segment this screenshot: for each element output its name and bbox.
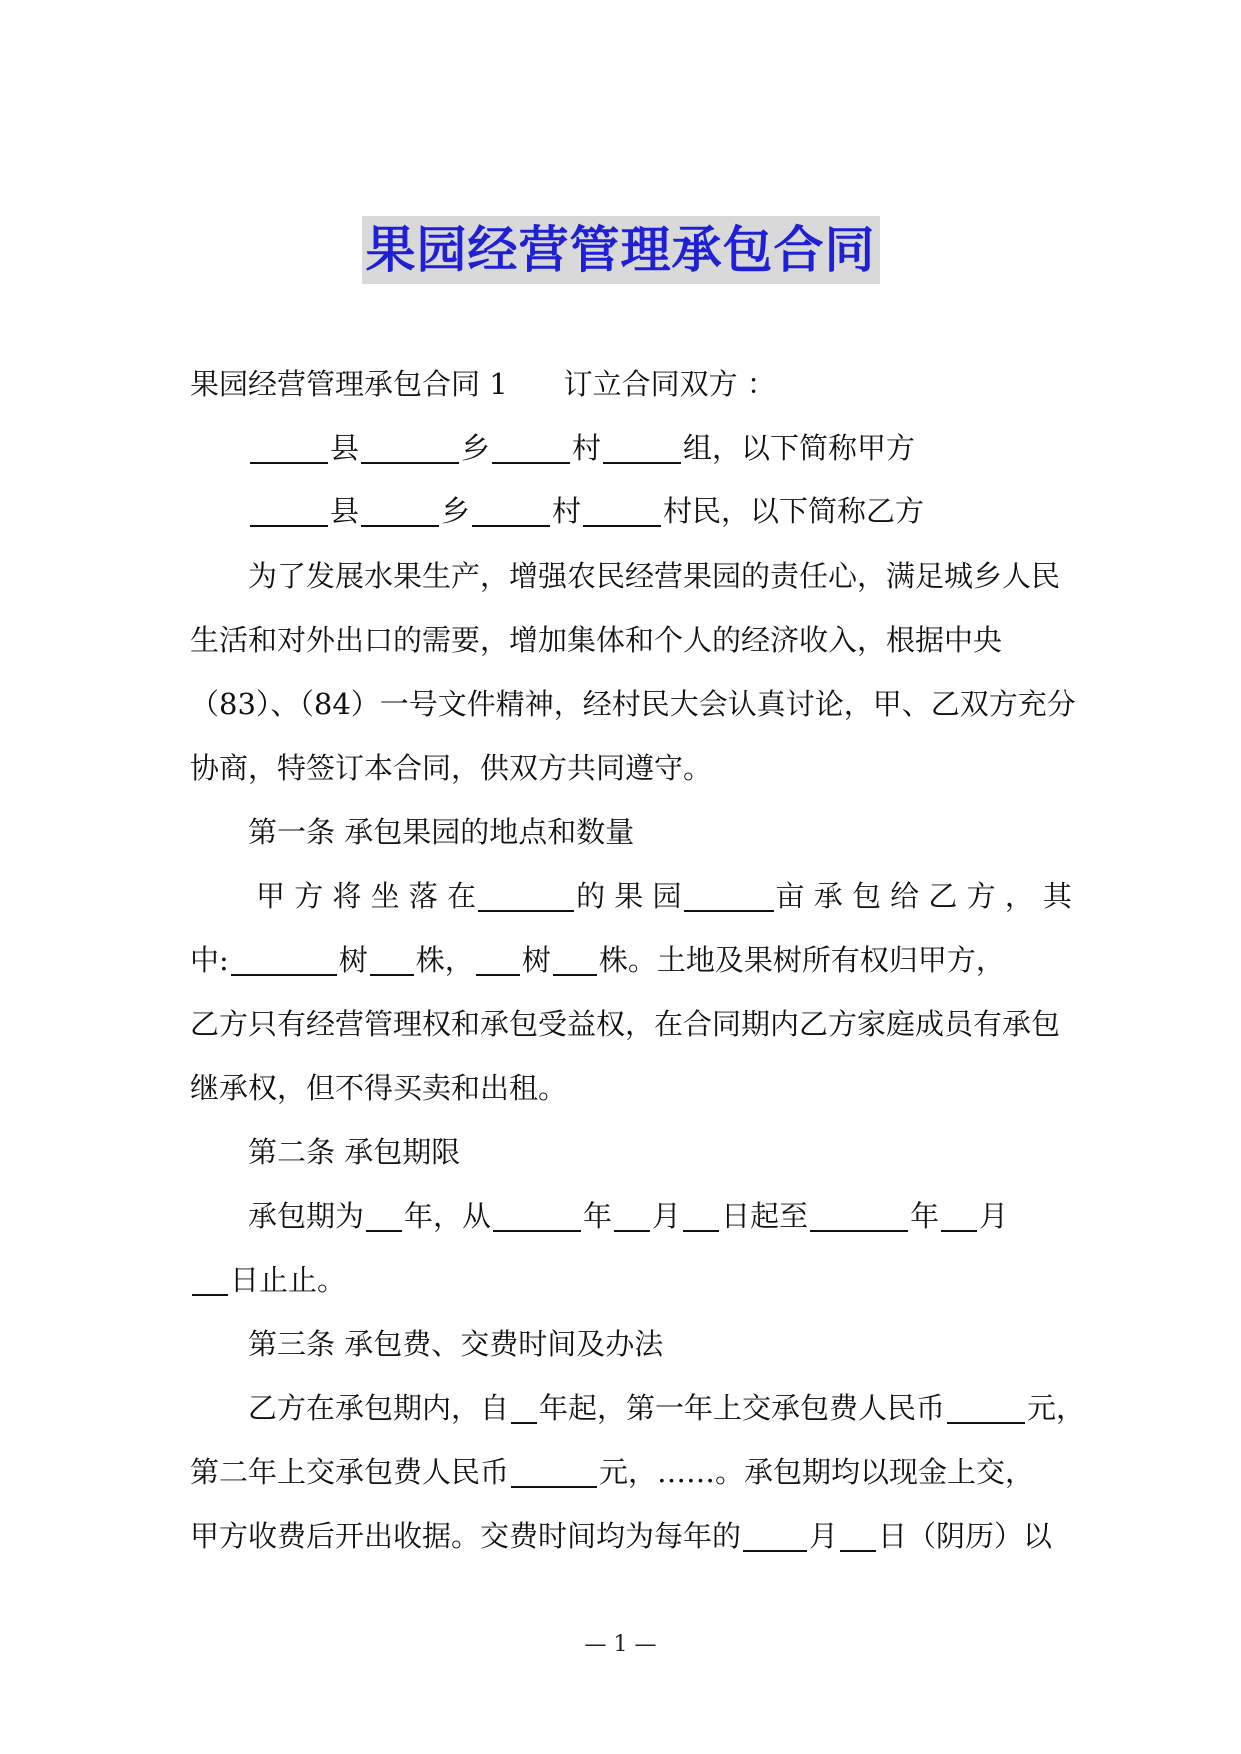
contract-heading-text: 果园经营管理承包合同 1 [190,367,508,401]
blank-field [366,1200,402,1232]
blank-field [941,1200,977,1232]
text-segment: 中: [190,943,229,977]
text-segment: 年，从 [404,1199,492,1233]
paragraph-line: 生活和对外出口的需要，增加集体和个人的经济收入，根据中央 [190,623,1003,657]
blank-field [361,432,459,464]
title-wrap [0,216,1241,284]
blank-field [493,1200,581,1232]
text-segment: 月 [979,1199,1009,1233]
text-segment: 日止止。 [230,1263,347,1297]
article-3-line [190,1388,1114,1428]
text-segment: 日起至 [721,1199,809,1233]
article-2-line [190,1196,1114,1236]
article-1-line [190,940,1056,980]
blank-field [810,1200,908,1232]
text-segment: 年 [583,1199,613,1233]
blank-field [250,432,328,464]
text-segment: 村 [552,494,582,528]
party-a-line [190,428,1114,468]
paragraph-line: 继承权，但不得买卖和出租。 [190,1071,568,1105]
blank-field [511,1392,537,1424]
blank-field [947,1392,1025,1424]
page-title: 果园经营管理承包合同 [362,216,880,284]
blank-field [478,880,574,912]
text-segment: 亩 承 包 给 乙 方 ， 其 [775,879,1073,913]
text-segment: 日（阴历）以 [878,1519,1053,1553]
paragraph-line: （83）、（84）一号文件精神，经村民大会认真讨论，甲、乙双方充分 [190,687,1076,721]
text-segment: 树 [521,943,551,977]
blank-field [231,944,337,976]
paragraph-line: 为了发展水果生产，增强农民经营果园的责任心，满足城乡人民 [248,559,1061,593]
text-segment: 县 [330,494,360,528]
blank-field [472,495,550,527]
blank-field [192,1264,228,1296]
page-number: — 1 — [584,1632,657,1657]
text-segment: 组，以下简称甲方 [683,431,916,465]
blank-field [553,944,597,976]
blank-field [370,944,414,976]
text-segment: 元， [1027,1391,1086,1425]
article-3-line [190,1516,1056,1556]
text-segment: 乡 [461,431,491,465]
text-segment: 月 [809,1519,839,1553]
blank-field [583,495,661,527]
text-segment: 株， [415,943,474,977]
blank-field [492,432,570,464]
text-segment: 乡 [441,494,471,528]
article-1-heading: 第一条 承包果园的地点和数量 [248,815,635,849]
blank-field [250,495,328,527]
text-segment: 株。土地及果树所有权归甲方， [598,943,1005,977]
blank-field [511,1456,597,1488]
text-segment: 元，……。承包期均以现金上交， [599,1455,1035,1489]
text-segment: 甲方收费后开出收据。交费时间均为每年的 [190,1519,742,1553]
article-2-heading: 第二条 承包期限 [248,1135,461,1169]
party-b-line [190,491,1114,531]
text-segment: 村 [572,431,602,465]
article-3-heading: 第三条 承包费、交费时间及办法 [248,1327,664,1361]
blank-field [683,1200,719,1232]
blank-field [476,944,520,976]
text-segment: 县 [330,431,360,465]
blank-field [743,1520,807,1552]
paragraph-line: 乙方只有经营管理权和承包受益权，在合同期内乙方家庭成员有承包 [190,1007,1061,1041]
text-segment: 甲 方 将 坐 落 在 [256,879,477,913]
blank-field [603,432,681,464]
text-segment: 村民，以下简称乙方 [663,494,925,528]
intro-line [190,364,1056,404]
blank-field [361,495,439,527]
blank-field [614,1200,650,1232]
text-segment: 月 [652,1199,682,1233]
article-3-line [190,1452,1056,1492]
article-2-line [190,1260,1056,1300]
text-segment: 年起，第一年上交承包费人民币 [539,1391,946,1425]
text-segment: 承包期为 [248,1199,365,1233]
text-segment: 年 [910,1199,940,1233]
parties-label: 订立合同双方 ： [563,367,776,401]
blank-field [840,1520,876,1552]
paragraph-line: 协商，特签订本合同，供双方共同遵守。 [190,751,713,785]
text-segment: 树 [338,943,368,977]
text-segment: 的 果 园 [576,879,682,913]
article-1-line [190,876,1073,916]
text-segment: 第二年上交承包费人民币 [190,1455,510,1489]
blank-field [684,880,774,912]
text-segment: 乙方在承包期内，自 [248,1391,510,1425]
